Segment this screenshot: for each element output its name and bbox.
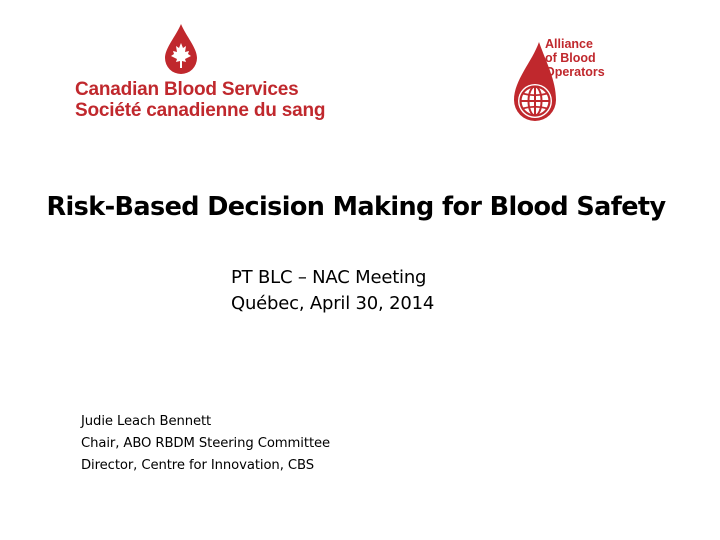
- cbs-name-french: Société canadienne du sang: [75, 100, 326, 121]
- presenter-name: Judie Leach Bennett: [81, 414, 212, 429]
- cbs-logo: [72, 24, 326, 124]
- abo-logo: [508, 34, 638, 126]
- slide-title: Risk-Based Decision Making for Blood Safety: [46, 192, 666, 222]
- abo-line-operators: Operators: [545, 65, 605, 79]
- abo-line-alliance: Alliance: [545, 37, 593, 51]
- presenter-info: [81, 411, 330, 477]
- presenter-role-director: Director, Centre for Innovation, CBS: [81, 458, 314, 473]
- abo-line-of-blood: of Blood: [545, 51, 596, 65]
- presenter-role-chair: Chair, ABO RBDM Steering Committee: [81, 436, 331, 451]
- meeting-info: [231, 265, 434, 317]
- meeting-location-date: Québec, April 30, 2014: [231, 293, 435, 314]
- blood-drop-maple-leaf-icon: [164, 24, 198, 76]
- cbs-name-english: Canadian Blood Services: [75, 79, 299, 100]
- cbs-wordmark: [75, 79, 326, 121]
- meeting-name: PT BLC – NAC Meeting: [231, 267, 427, 288]
- abo-wordmark: [545, 37, 605, 79]
